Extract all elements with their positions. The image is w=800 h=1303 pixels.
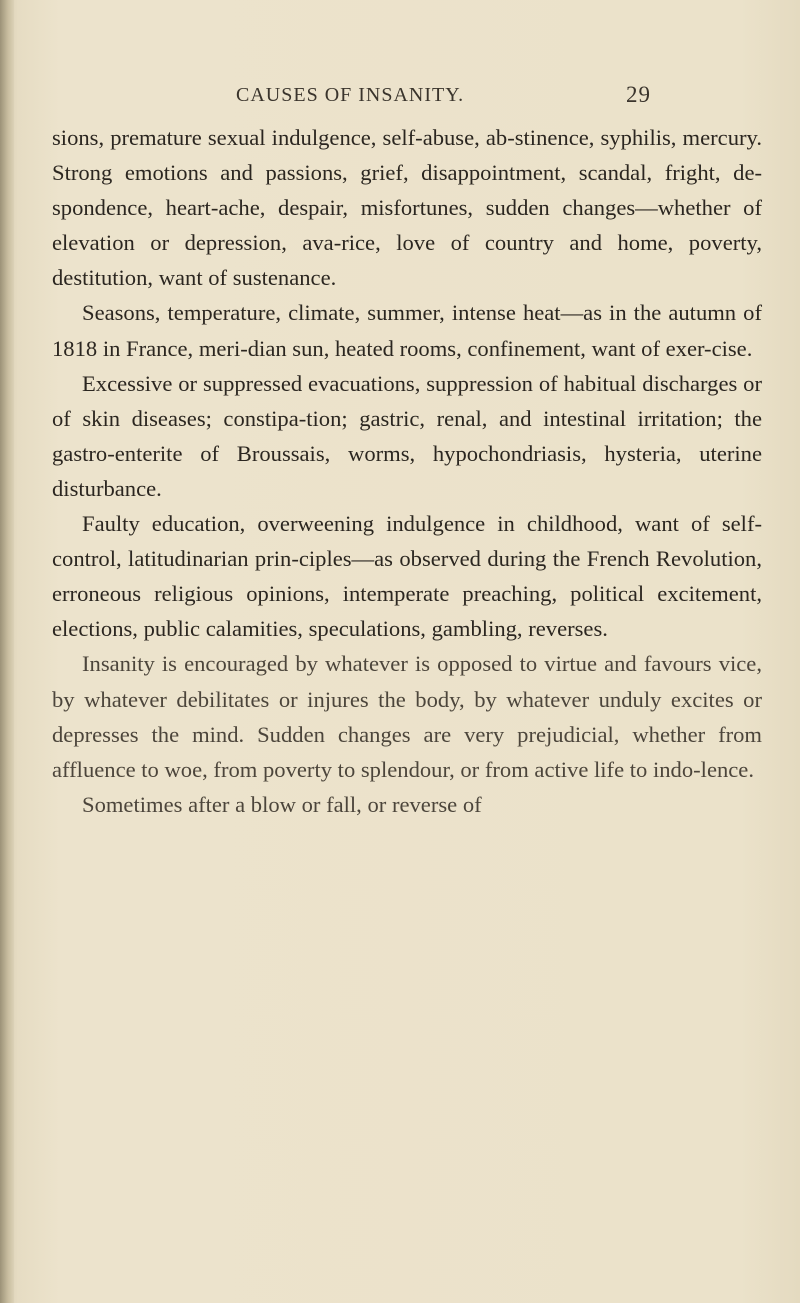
paragraph: Excessive or suppressed evacuations, suppression of habitual discharges or of skin diseases; constipa-tion; gastric, renal, and intestinal irritation; the gastro-enterite of Broussais, worms, hypochondriasis, hysteria, uterine disturbance. bbox=[52, 370, 762, 501]
body-text bbox=[52, 120, 762, 822]
paragraph: Sometimes after a blow or fall, or reverse of bbox=[82, 791, 482, 817]
paragraph: sions, premature sexual indulgence, self-abuse, ab-stinence, syphilis, mercury. Strong emotions and passions, grief, disappointment, scandal, fright, de-spondence, heart-ache, despair, misfortunes, sudden changes—whether of elevation or depression, ava-rice, love of country and home, poverty, destitution, want of sustenance. bbox=[52, 125, 762, 291]
running-head: CAUSES OF INSANITY. bbox=[236, 84, 465, 106]
paragraph: Seasons, temperature, climate, summer, intense heat—as in the autumn of 1818 in France, meri-dian sun, heated rooms, confinement, want of exer-cise. bbox=[52, 300, 762, 361]
page-gutter bbox=[0, 0, 14, 1303]
page-number: 29 bbox=[626, 82, 651, 107]
paragraph: Faulty education, overweening indulgence in childhood, want of self-control, latitudinarian prin-ciples—as observed during the French Revolution, erroneous religious opinions, intemperate preaching, political excitement, elections, public calamities, speculations, gambling, reverses. bbox=[52, 511, 762, 642]
paragraph: Insanity is encouraged by whatever is opposed to virtue and favours vice, by whatever debilitates or injures the body, by whatever unduly excites or depresses the mind. Sudden changes are very prejudicial, whether from affluence to woe, from poverty to splendour, or from active life to indo-lence. bbox=[52, 651, 762, 782]
